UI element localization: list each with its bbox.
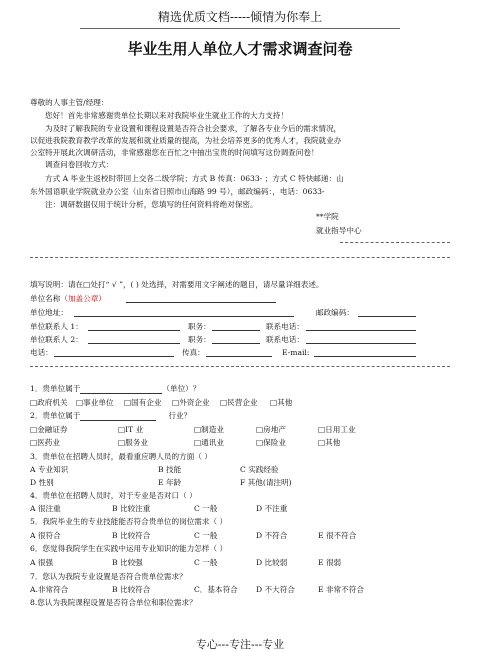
option-professional-knowledge[interactable]: A 专业知识 [30, 465, 69, 474]
letter-paragraph-1: 您好！首先非常感谢贵单位长期以来对我院毕业生就业工作的大力支持！ [45, 111, 288, 120]
contact-1-phone-field[interactable] [306, 330, 416, 331]
option-b[interactable]: B 比较符合 [112, 585, 151, 594]
official-seal-note: （加盖公章） [60, 294, 106, 303]
question-5: 5．我院毕业生的专业技能能否符合贵单位的岗位需求（ ） [30, 517, 228, 526]
contact-1-phone-label: 联系电话： [266, 322, 304, 331]
option-finance[interactable]: □金融证券 [30, 425, 68, 434]
question-6: 6．您觉得我院学生在实践中运用专业知识的能力怎样（ ） [30, 544, 228, 553]
unit-name-label: 单位名称 [30, 294, 61, 303]
email-label: E-mail: [282, 348, 310, 357]
option-daily-industry[interactable]: □日用工业 [318, 425, 356, 434]
unit-type-field[interactable] [80, 385, 162, 394]
fill-instructions: 填写说明：请在□处打“ √ ”，( ) 处选择，对需要用文字阐述的题目，请尽量详细表述。 [30, 280, 324, 289]
contact-1-position-field[interactable] [212, 330, 260, 331]
unit-address-label: 单位地址： [30, 308, 68, 317]
signature-college: **学院 [316, 212, 339, 221]
unit-address-field[interactable] [74, 316, 294, 317]
section-divider [30, 257, 450, 258]
email-field[interactable] [314, 356, 416, 357]
option-pharma[interactable]: □医药业 [30, 438, 60, 447]
option-private[interactable]: □民营企业 [220, 398, 258, 407]
q4-options [30, 503, 470, 514]
option-e[interactable]: E 非常不符合 [318, 585, 364, 594]
postal-code-field[interactable] [358, 316, 416, 317]
option-a[interactable]: A 很强 [30, 558, 54, 567]
header-rule [80, 28, 400, 29]
page-footer: 专心---专注---专业 [195, 638, 285, 651]
option-d[interactable]: D 比较弱 [256, 558, 288, 567]
option-public-institution[interactable]: □事业单位 [76, 398, 114, 407]
option-government[interactable]: □政府机关 [30, 398, 68, 407]
contact-2-phone-label: 联系电话： [266, 335, 304, 344]
option-manufacturing[interactable]: □制造业 [194, 425, 224, 434]
greeting: 尊敬的人事主管/经理： [30, 98, 109, 107]
q5-options [30, 530, 470, 541]
option-a[interactable]: A.非常符合 [30, 585, 69, 594]
option-e[interactable]: E 很弱 [318, 558, 342, 567]
option-b[interactable]: B 比较强 [112, 558, 143, 567]
option-d[interactable]: D 不大符合 [256, 585, 295, 594]
option-other-industry[interactable]: □其他 [318, 438, 341, 447]
option-c[interactable]: C．基本符合 [194, 585, 238, 594]
unit-name-row [30, 293, 106, 304]
letter-paragraph-2c: 公室特开展此次调研活动，非常感谢您在百忙之中抽出宝贵的时间填写这份调查问卷！ [30, 148, 319, 157]
q2-options-row-2 [30, 437, 470, 448]
fax-field[interactable] [206, 356, 272, 357]
option-foreign[interactable]: □外资企业 [172, 398, 210, 407]
option-gender[interactable]: D 性别 [30, 478, 54, 487]
contact-1-field[interactable] [88, 330, 180, 331]
q1-options [30, 397, 470, 408]
signature-office: 就业指导中心 [316, 226, 362, 235]
telephone-field[interactable] [54, 356, 174, 357]
q7-options [30, 584, 470, 595]
collection-method-line-2: 东外国语职业学院就业办公室（山东省日照市山海路 99 号），邮政编码：，电话：0633- [30, 187, 325, 196]
option-age[interactable]: E 年龄 [158, 478, 182, 487]
collection-method-line-1: 方式 A 毕业生返校时带回上交各二级学院；方式 B 传真：0633- ；方式 C 特快邮递：山 [45, 174, 344, 183]
question-4: 4．贵单位在招聘人员时，对于专业是否对口（ ） [30, 491, 197, 500]
option-a[interactable]: A 很注重 [30, 504, 61, 513]
fax-label: 传真： [182, 348, 205, 357]
contact-2-position-label: 职务： [188, 335, 211, 344]
question-1: 1．贵单位属于 （单位）？ [30, 384, 201, 393]
option-it[interactable]: □IT 业 [118, 425, 144, 434]
form-divider [30, 366, 450, 367]
letter-paragraph-2a: 为及时了解我院的专业设置和课程设置是否符合社会要求，了解各专业今后的需求情况， [45, 124, 342, 133]
page-header: 精选优质文档-----倾情为你奉上 [157, 10, 323, 24]
option-other-specify[interactable]: F 其他(请注明) [240, 478, 292, 487]
contact-2-position-field[interactable] [212, 343, 260, 344]
q6-options [30, 557, 470, 568]
question-3: 3．贵单位在招聘人员时，最看重应聘人员的方面（ ） [30, 452, 212, 461]
option-a[interactable]: A 很符合 [30, 531, 61, 540]
q2-options-row-1 [30, 424, 470, 435]
option-real-estate[interactable]: □房地产 [256, 425, 286, 434]
option-experience[interactable]: C 实践经验 [240, 465, 279, 474]
option-service[interactable]: □服务业 [118, 438, 148, 447]
signature-rule [340, 242, 450, 243]
q3-options-row-2 [30, 477, 470, 488]
contact-2-field[interactable] [88, 343, 180, 344]
contact-1-label: 单位联系人 1： [30, 322, 83, 331]
option-d[interactable]: D 不符合 [256, 531, 288, 540]
contact-1-position-label: 职务： [188, 322, 211, 331]
postal-code-label: 邮政编码： [316, 308, 354, 317]
option-b[interactable]: B 比较符合 [112, 531, 151, 540]
telephone-label: 电话： [30, 348, 53, 357]
confidentiality-note: 注：调研数据仅用于统计分析，您填写的任何资料将绝对保密。 [45, 200, 258, 209]
option-b[interactable]: B 比较注重 [112, 504, 151, 513]
option-other[interactable]: □其他 [270, 398, 293, 407]
question-7: 7．您认为我院专业设置是否符合贵单位需求？ [30, 572, 187, 581]
question-2: 2．贵单位属于 行业？ [30, 411, 192, 420]
q3-options-row-1 [30, 464, 470, 475]
unit-name-field[interactable] [126, 302, 276, 303]
option-c[interactable]: C 一般 [194, 504, 218, 513]
option-c[interactable]: C 一般 [194, 558, 218, 567]
document-title: 毕业生用人单位人才需求调查问卷 [127, 40, 353, 58]
industry-field[interactable] [80, 412, 156, 421]
option-skills[interactable]: B 技能 [158, 465, 182, 474]
letter-paragraph-2b: 以促进我院教育教学改革的发展和就业质量的提高，为社会培养更多的优秀人才，我院就业办 [30, 136, 342, 145]
contact-2-label: 单位联系人 2： [30, 335, 83, 344]
question-8: 8.您认为我院课程设置是否符合单位和职位需求？ [30, 598, 197, 607]
contact-2-phone-field[interactable] [306, 343, 416, 344]
option-c[interactable]: C 一般 [194, 531, 218, 540]
option-telecom[interactable]: □通讯业 [194, 438, 224, 447]
collection-methods-heading: 调查问卷回收方式： [45, 160, 114, 169]
option-d[interactable]: D 不注重 [256, 504, 288, 513]
option-e[interactable]: E 很不符合 [318, 531, 357, 540]
option-insurance[interactable]: □保险业 [256, 438, 286, 447]
option-state-owned[interactable]: □国有企业 [124, 398, 162, 407]
